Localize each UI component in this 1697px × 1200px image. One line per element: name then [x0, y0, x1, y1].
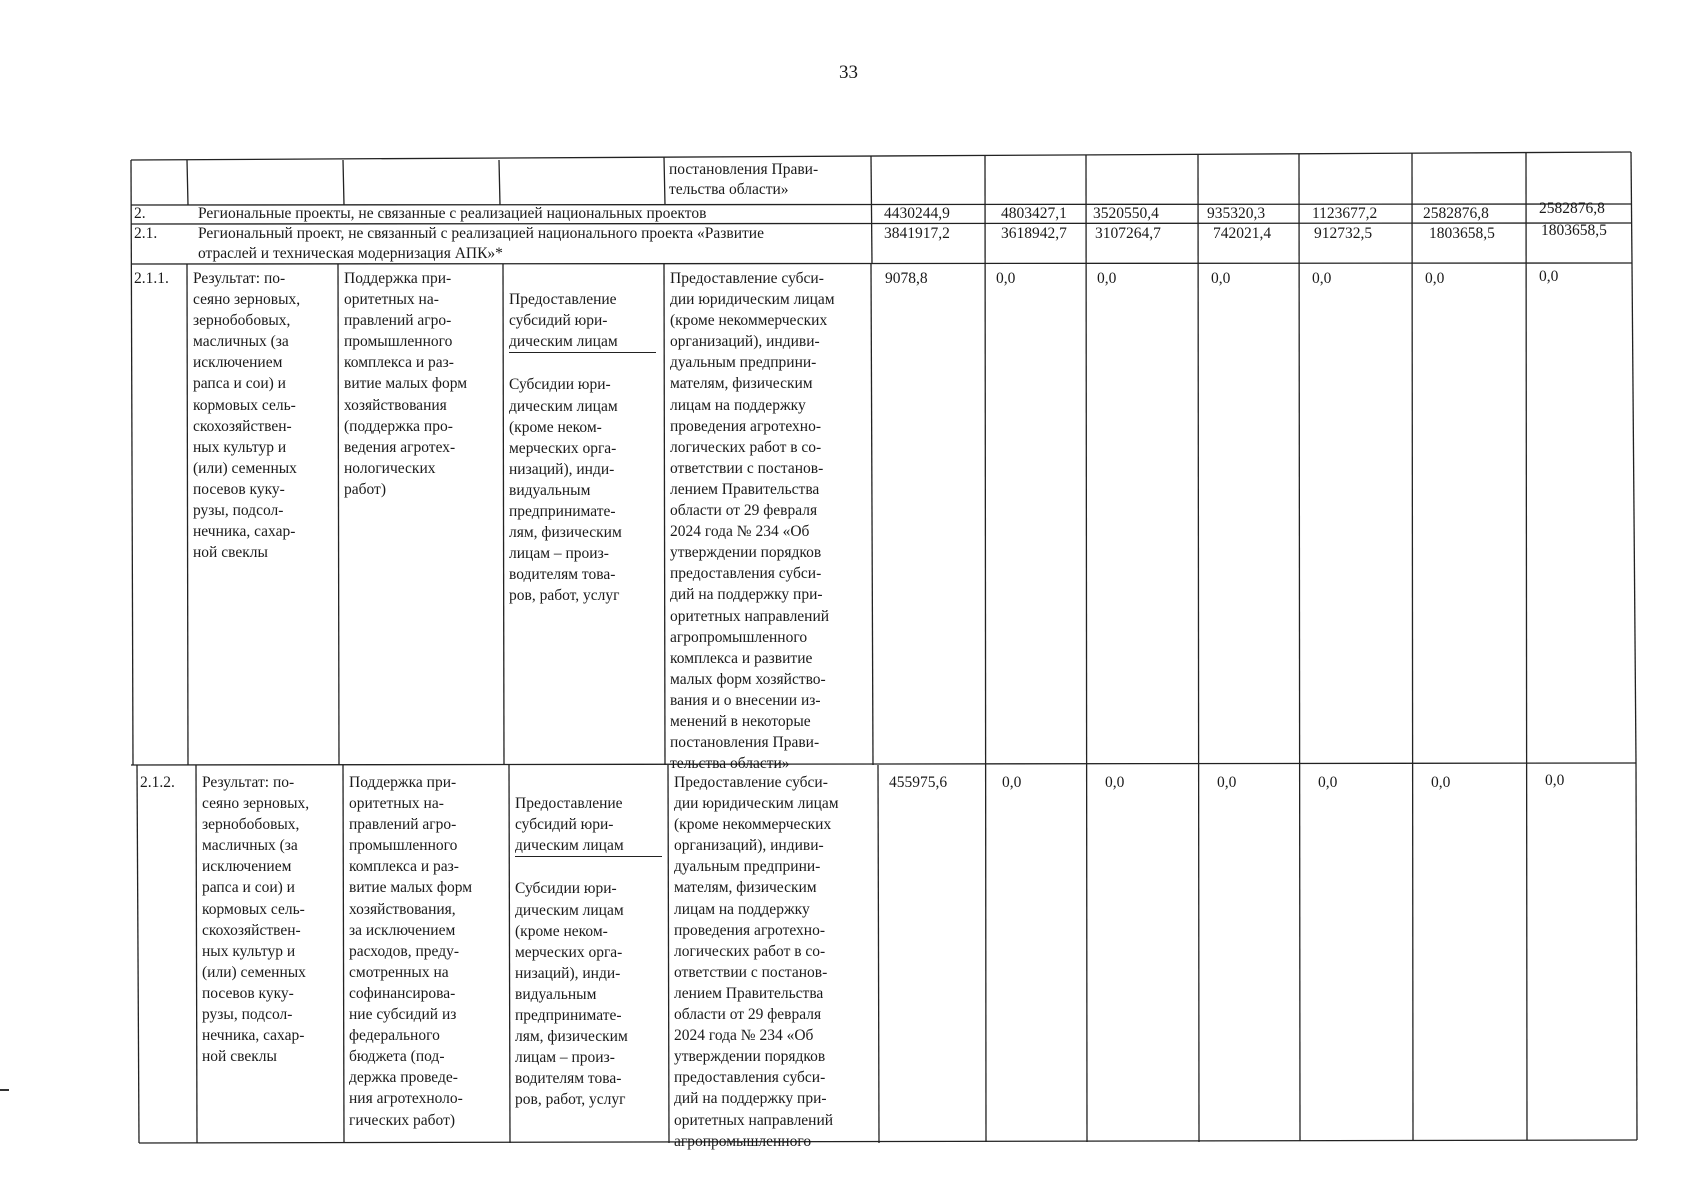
section-2-1-value: 3618942,7 [1001, 225, 1067, 242]
row-number: 2.1.1. [134, 270, 169, 287]
row-number: 2.1.2. [140, 774, 175, 791]
section-2-value: 2582876,8 [1423, 205, 1489, 222]
section-2-1-value: 3841917,2 [884, 225, 950, 242]
result-cell: Результат: по- сеяно зерновых, зернобобовых, масличных (за исключением рапса и сои) и кормовых сель- скохозяйствен- ных культур и (или) семенных посевов куку- рузы, подсол- нечника, сахар- ной свеклы [202, 774, 310, 1066]
direction-cell: Поддержка при- оритетных на- правлений агро- промышленного комплекса и раз- витие малых форм хозяйствования, за исключением расходов, преду- смотренных на софинансирова- ние субсидий из федерального бюджета (под- держка проведе- ния агротехноло- гических работ) [349, 774, 473, 1129]
section-2-value: 1123677,2 [1312, 205, 1378, 222]
measure-cell [504, 266, 664, 628]
section-2-value: 4803427,1 [1001, 205, 1067, 222]
section-2-number: 2. [134, 205, 146, 222]
section-2-1-value: 1803658,5 [1429, 225, 1495, 242]
row-value: 0,0 [1431, 774, 1451, 791]
measure-body: Субсидии юри- дическим лицам (кроме неком- мерческих орга- низаций), инди- видуальным предпринимате- лям, физическим лицам – произ- водителям това- ров, работ, услуг [509, 376, 622, 605]
measure-cell [510, 770, 668, 1132]
row-value: 0,0 [1312, 270, 1332, 287]
row-value: 0,0 [1211, 270, 1231, 287]
measure-title: Предоставление субсидий юри- дическим лицам [515, 793, 662, 857]
result-cell: Результат: по- сеяно зерновых, зернобобовых, масличных (за исключением рапса и сои) и кормовых сель- скохозяйствен- ных культур и (или) семенных посевов куку- рузы, подсол- нечника, сахар- ной свеклы [193, 270, 301, 562]
section-2-1-value: 912732,5 [1314, 225, 1373, 242]
row-value: 455975,6 [889, 774, 948, 791]
section-2-1-value: 3107264,7 [1095, 225, 1161, 242]
row-value: 0,0 [1097, 270, 1117, 287]
direction-cell: Поддержка при- оритетных на- правлений агро- промышленного комплекса и раз- витие малых форм хозяйствования (поддержка про- ведения агротех- нологических работ) [344, 270, 468, 498]
row-value: 0,0 [996, 270, 1016, 287]
section-2-title: Региональные проекты, не связанные с реализацией национальных проектов [198, 205, 707, 222]
continuation-basis-text: постановления Прави- тельства области» [669, 161, 819, 198]
row-value: 0,0 [1105, 774, 1125, 791]
section-2-1-number: 2.1. [134, 225, 158, 242]
basis-cell: Предоставление субси- дии юридическим лицам (кроме некоммерческих организаций), индиви- дуальным предприни- мателям, физическим лицам на поддержку проведения агротехно- логических работ в со- ответствии с постанов- лением Правительства области от 29 февраля 2024 года № 234 «Об утверждении порядков предоставления субси- дий на поддержку при- оритетных направлений агропромышленного комплекса и развитие малых форм хозяйство- вания и о внесении из- менений в некоторые постановления Прави- тельства области» [670, 270, 835, 773]
row-value: 0,0 [1002, 774, 1022, 791]
section-2-value: 2582876,8 [1539, 200, 1605, 217]
measure-body: Субсидии юри- дическим лицам (кроме неком- мерческих орга- низаций), инди- видуальным предпринимате- лям, физическим лицам – произ- водителям това- ров, работ, услуг [515, 880, 628, 1109]
row-value: 0,0 [1425, 270, 1445, 287]
measure-title: Предоставление субсидий юри- дическим лицам [509, 289, 656, 353]
basis-cell: Предоставление субси- дии юридическим лицам (кроме некоммерческих организаций), индиви- дуальным предприни- мателям, физическим лицам на поддержку проведения агротехно- логических работ в со- ответствии с постанов- лением Правительства области от 29 февраля 2024 года № 234 «Об утверждении порядков предоставления субси- дий на поддержку при- оритетных направлений агропромышленного [674, 774, 839, 1150]
section-2-value: 935320,3 [1207, 205, 1266, 222]
section-2-1-title: Региональный проект, не связанный с реализацией национального проекта «Развитие отраслей и техническая модернизация АПК»* [198, 225, 764, 262]
row-value: 0,0 [1539, 268, 1559, 285]
row-value: 9078,8 [885, 270, 928, 287]
page-number: 33 [839, 62, 858, 83]
section-2-value: 4430244,9 [884, 205, 950, 222]
section-2-1-value: 742021,4 [1213, 225, 1272, 242]
row-value: 0,0 [1318, 774, 1338, 791]
section-2-1-value: 1803658,5 [1541, 222, 1607, 239]
row-value: 0,0 [1217, 774, 1237, 791]
row-value: 0,0 [1545, 772, 1565, 789]
section-2-value: 3520550,4 [1093, 205, 1159, 222]
